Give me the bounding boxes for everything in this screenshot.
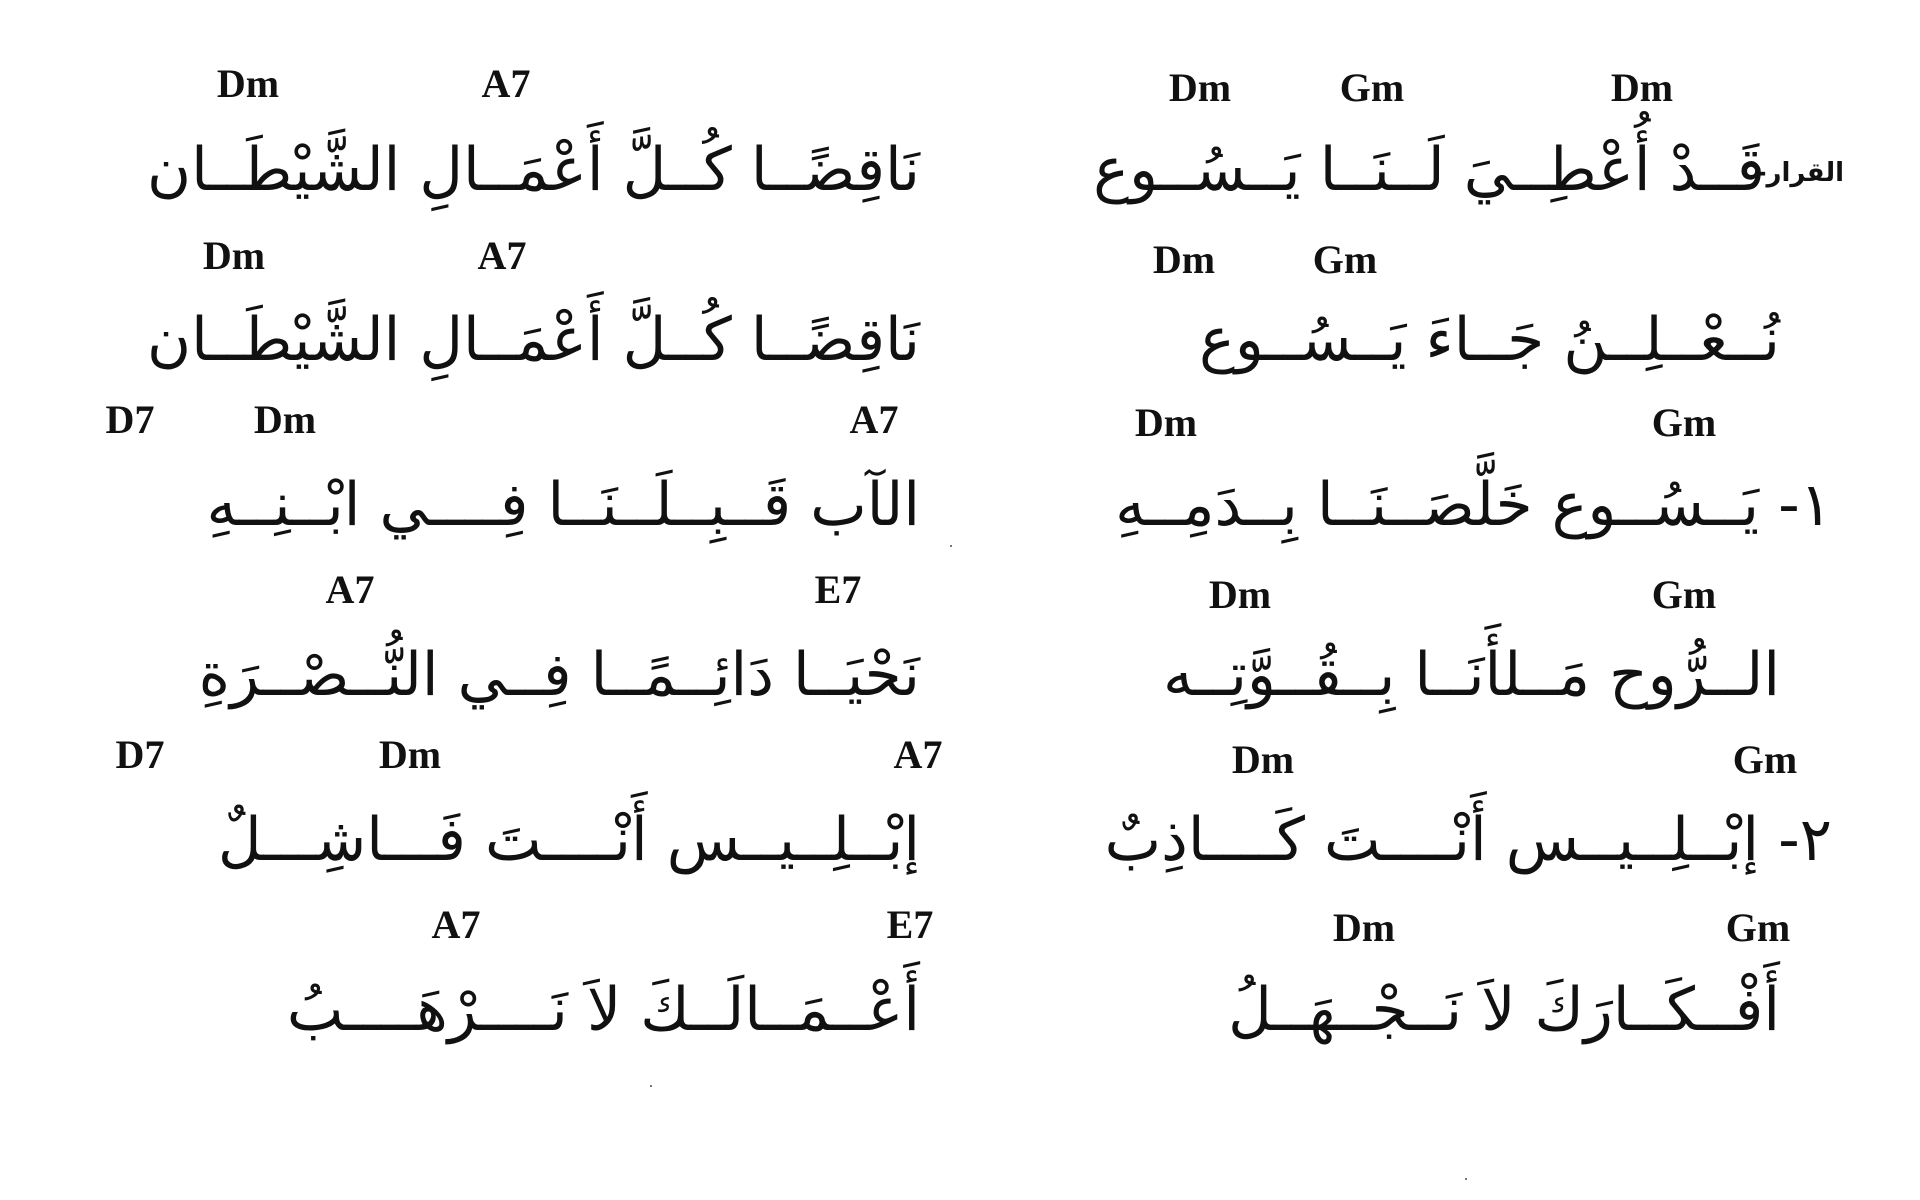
chord: A7 xyxy=(849,397,899,442)
chord: A7 xyxy=(481,61,531,106)
lyric-line: نَاقِضًــا كُــلَّ أَعْمَــالِ الشَّيْطَــان xyxy=(147,135,920,205)
chord: D7 xyxy=(115,732,165,777)
chord: Dm xyxy=(1152,237,1216,282)
chord: Gm xyxy=(1725,905,1791,950)
chord: Dm xyxy=(1610,65,1674,110)
chord: Gm xyxy=(1732,737,1798,782)
chord: Dm xyxy=(253,397,317,442)
chord: Dm xyxy=(202,233,266,278)
chord: Dm xyxy=(1134,400,1198,445)
lyric-line: أَعْــمَــالَــكَ لاَ نَــــرْهَــــبُ xyxy=(286,975,920,1045)
lyric-line: قَــدْ أُعْطِــيَ لَــنَــا يَــسُــوع xyxy=(1093,135,1765,205)
lyric-line: إبْــلِــيــس أَنْــــتَ فَـــاشِـــلٌ xyxy=(217,805,920,875)
chord: Dm xyxy=(1208,572,1272,617)
lyric-line: الآب قَــبِــلَــنَــا فِــــي ابْــنِــهِ xyxy=(206,470,920,540)
lyric-line: نَاقِضًــا كُــلَّ أَعْمَــالِ الشَّيْطَــان xyxy=(147,305,920,375)
lyric-line: ١- يَــسُــوع خَلَّصَــنَــا بِــدَمِــهِ xyxy=(1115,470,1832,540)
chord: E7 xyxy=(886,902,934,947)
lyric-line: نُــعْــلِــنُ جَــاءَ يَــسُــوع xyxy=(1199,305,1780,375)
chord: Dm xyxy=(378,732,442,777)
chord: A7 xyxy=(477,233,527,278)
scan-speck xyxy=(1465,1178,1467,1180)
chord: Dm xyxy=(216,61,280,106)
lyric-line: ٢- إبْــلِــيــس أَنْــــتَ كَــــاذِبٌ xyxy=(1104,805,1832,875)
chord: Gm xyxy=(1651,400,1717,445)
lyric-line: نَحْيَــا دَائِــمًــا فِــي النُّــصْــرَةِ xyxy=(198,640,920,710)
lyric-line: أَفْــكَــارَكَ لاَ نَــجْــهَــلُ xyxy=(1228,975,1780,1045)
chord: D7 xyxy=(105,397,155,442)
lyric-line: الــرُّوح مَــلأَنَــا بِــقُــوَّتِــه xyxy=(1162,640,1780,710)
chord: Gm xyxy=(1339,65,1405,110)
chord: A7 xyxy=(431,902,481,947)
chord: A7 xyxy=(325,567,375,612)
scan-speck xyxy=(950,545,952,547)
chord: E7 xyxy=(814,567,862,612)
chord: Dm xyxy=(1231,737,1295,782)
chorus-label: القرار- xyxy=(1755,158,1844,188)
chord: Dm xyxy=(1332,905,1396,950)
chord: Gm xyxy=(1651,572,1717,617)
chord: A7 xyxy=(893,732,943,777)
chord: Gm xyxy=(1312,237,1378,282)
chord: Dm xyxy=(1168,65,1232,110)
scan-speck xyxy=(650,1085,652,1087)
